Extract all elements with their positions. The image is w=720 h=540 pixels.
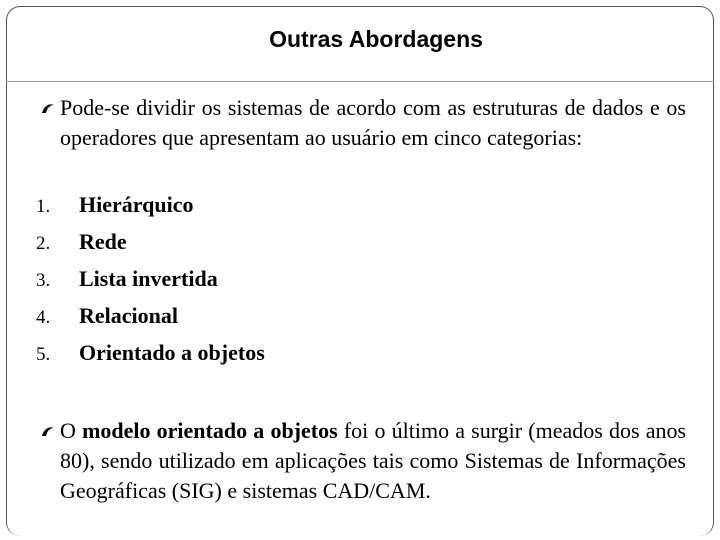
list-number: 1. — [36, 196, 51, 217]
closing-rest: foi o último a surgir (meados dos anos 80), sendo utilizado em aplicações tais como Sistemas de Informações Geográficas (SIG) e sistemas CAD/CAM. — [60, 418, 687, 503]
title-divider — [6, 81, 714, 82]
list-number: 3. — [36, 270, 51, 291]
list-item-label: Relacional — [79, 303, 178, 328]
list-number: 4. — [36, 307, 51, 328]
closing-emphasis: modelo orientado a objetos — [82, 418, 338, 443]
list-item-label: Orientado a objetos — [79, 340, 265, 365]
curl-bullet-icon — [41, 102, 55, 114]
slide-title: Outras Abordagens — [269, 26, 483, 52]
list-number: 5. — [36, 344, 51, 365]
intro-text: Pode-se dividir os sistemas de acordo com as estruturas de dados e os operadores que apresentam ao usuário em cinco categorias: — [60, 95, 686, 150]
list-item-label: Hierárquico — [79, 192, 194, 217]
intro-paragraph — [60, 93, 686, 153]
list-item-label: Rede — [79, 229, 127, 254]
closing-paragraph — [60, 416, 686, 506]
curl-bullet-icon — [41, 425, 55, 437]
list-number: 2. — [36, 233, 51, 254]
list-item-label: Lista invertida — [79, 266, 218, 291]
closing-prefix: O — [60, 418, 83, 443]
